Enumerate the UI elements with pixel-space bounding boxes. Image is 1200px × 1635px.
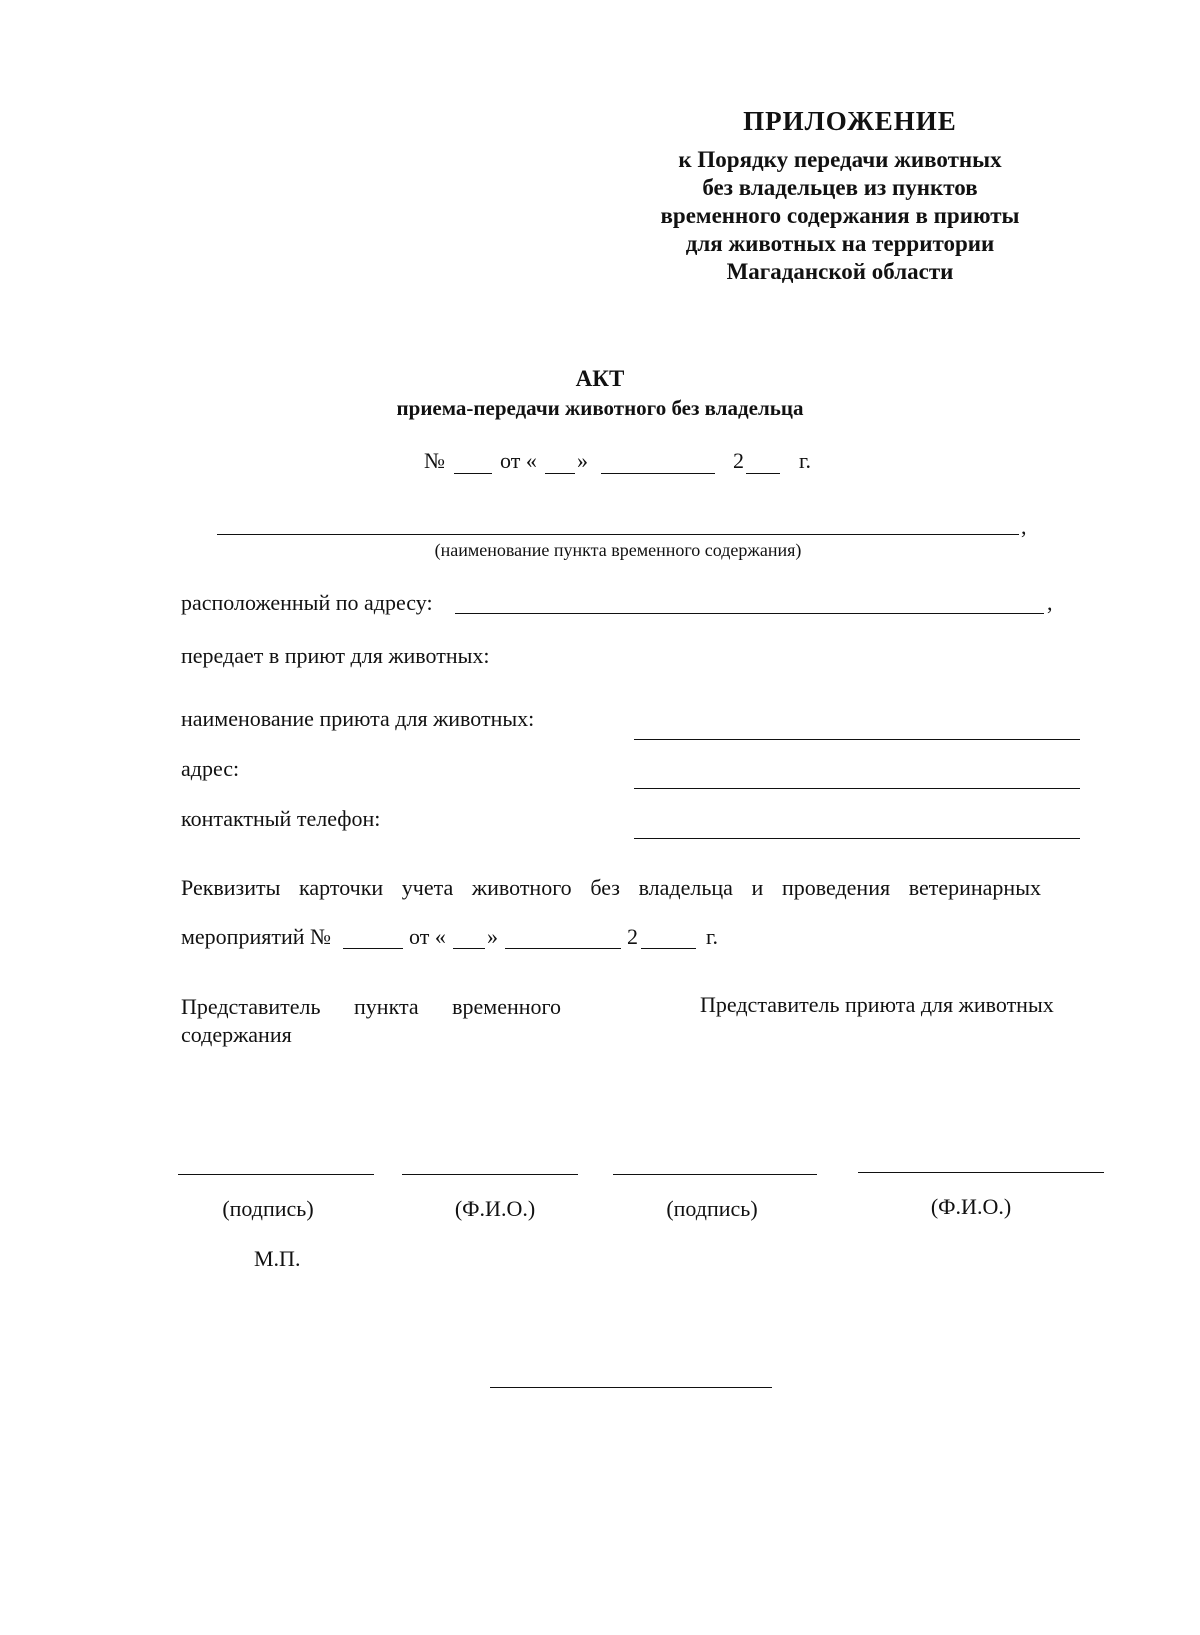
act-year-suffix: г.: [799, 448, 812, 473]
act-month-field[interactable]: [601, 473, 715, 474]
appendix-subtitle-line: без владельцев из пунктов: [702, 175, 978, 200]
appendix-subtitle-line: временного содержания в приюты: [660, 203, 1020, 228]
fio-field-2[interactable]: [858, 1172, 1104, 1173]
act-day-field[interactable]: [545, 473, 575, 474]
act-year-field[interactable]: [746, 473, 780, 474]
address-field[interactable]: [455, 613, 1044, 614]
requisites-day-field[interactable]: [453, 948, 485, 949]
point-name-field[interactable]: [217, 534, 1019, 535]
requisites-year-field[interactable]: [641, 948, 696, 949]
point-name-comma: ,: [1021, 514, 1027, 539]
fio-caption-2: (Ф.И.О.): [930, 1194, 1012, 1219]
requisites-number-field[interactable]: [343, 948, 403, 949]
signature-caption-1: (подпись): [222, 1196, 314, 1221]
act-subtitle: приема-передачи животного без владельца: [396, 396, 804, 420]
temp-point-representative-cont: содержания: [181, 1022, 292, 1047]
requisites-date-quote: »: [487, 924, 498, 949]
fio-caption-1: (Ф.И.О.): [454, 1196, 536, 1221]
address-label: расположенный по адресу:: [181, 590, 433, 615]
address-comma: ,: [1047, 590, 1053, 615]
signature-field-2[interactable]: [613, 1174, 817, 1175]
act-date-from: от «: [500, 448, 537, 473]
footer-separator: [490, 1387, 772, 1388]
shelter-representative: Представитель приюта для животных: [700, 992, 1054, 1017]
shelter-name-field[interactable]: [634, 739, 1080, 740]
appendix-subtitle-line: для животных на территории: [685, 231, 995, 256]
requisites-number-prefix: мероприятий №: [181, 924, 332, 949]
act-year-prefix: 2: [733, 448, 744, 473]
requisites-month-field[interactable]: [505, 948, 621, 949]
signature-caption-2: (подпись): [666, 1196, 758, 1221]
act-title: АКТ: [575, 366, 625, 391]
stamp-label: М.П.: [254, 1246, 301, 1271]
requisites-year-suffix: г.: [706, 924, 719, 949]
shelter-phone-label: контактный телефон:: [181, 806, 381, 831]
appendix-subtitle-line: к Порядку передачи животных: [678, 147, 1002, 172]
requisites-date-from: от «: [409, 924, 446, 949]
requisites-year-prefix: 2: [627, 924, 638, 949]
appendix-title: ПРИЛОЖЕНИЕ: [743, 106, 957, 136]
signature-field-1[interactable]: [178, 1174, 374, 1175]
shelter-phone-field[interactable]: [634, 838, 1080, 839]
act-date-quote: »: [577, 448, 588, 473]
temp-point-representative: Представитель пункта временного: [181, 994, 561, 1019]
shelter-name-label: наименование приюта для животных:: [181, 706, 535, 731]
requisites-text: Реквизиты карточки учета животного без владельца и проведения ветеринарных: [181, 875, 1041, 900]
shelter-address-field[interactable]: [634, 788, 1080, 789]
appendix-subtitle: [600, 146, 1080, 286]
act-number-prefix: №: [424, 448, 445, 473]
appendix-subtitle-line: Магаданской области: [726, 259, 954, 284]
act-number-field[interactable]: [454, 473, 492, 474]
fio-field-1[interactable]: [402, 1174, 578, 1175]
point-name-caption: (наименование пункта временного содержания): [434, 540, 802, 560]
transfers-label: передает в приют для животных:: [181, 643, 490, 668]
shelter-address-label: адрес:: [181, 756, 240, 781]
